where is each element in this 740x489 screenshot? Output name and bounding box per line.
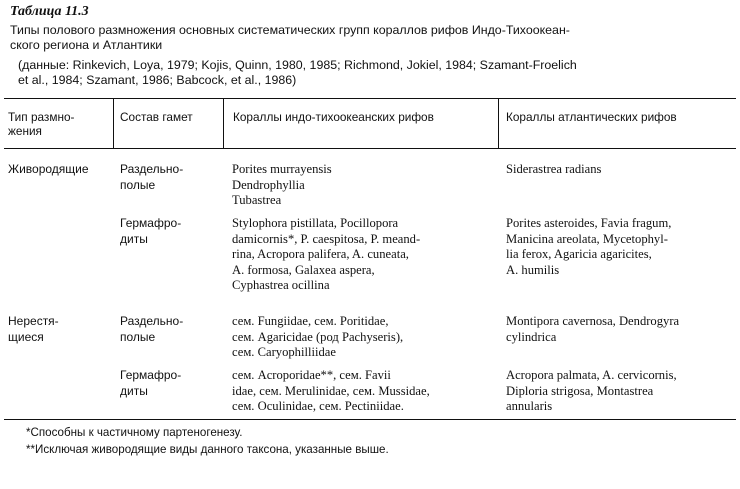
header-type-line: жения — [8, 124, 42, 138]
cell-atlantic: Acropora palmata, A. cervicornis, Diploria strigosa, Montastrea annularis — [506, 368, 677, 414]
cell-gametes: Раздельно- полые — [120, 162, 184, 192]
cell-indo: Porites murrayensis Dendrophyllia Tubastrea — [232, 162, 332, 208]
footnote: **Исключая живородящие виды данного таксона, указанные выше. — [26, 443, 389, 456]
cell-type: Нерестя- щиеся — [8, 314, 59, 344]
header-divider — [113, 99, 114, 148]
title-line: Типы полового размножения основных систематических групп кораллов рифов Индо-Тихоокеан- — [10, 23, 570, 37]
cell-gametes: Гермафро- диты — [120, 368, 182, 398]
cell-indo: сем. Fungiidae, сем. Poritidae, сем. Agaricidae (род Pachyseris), сем. Caryophilliidae — [232, 314, 404, 360]
sources-line: et al., 1984; Szamant, 1986; Babcock, et al., 1986) — [18, 73, 297, 87]
cell-gametes: Гермафро- диты — [120, 216, 182, 246]
header-bottom-rule — [4, 148, 736, 149]
cell-atlantic: Siderastrea radians — [506, 162, 602, 176]
title-line: ского региона и Атлантики — [10, 38, 163, 52]
header-divider — [223, 99, 224, 148]
cell-gametes: Раздельно- полые — [120, 314, 184, 344]
footnote: *Способны к частичному партеногенезу. — [26, 426, 243, 439]
header-type — [8, 110, 74, 138]
header-atlantic: Кораллы атлантических рифов — [506, 110, 677, 124]
table-title — [10, 23, 730, 53]
header-gametes: Состав гамет — [120, 110, 193, 124]
table-sources — [18, 58, 733, 88]
table-caption: Таблица 11.3 — [10, 4, 89, 19]
cell-atlantic: Montipora cavernosa, Dendrogyra cylindrica — [506, 314, 680, 344]
header-indo-pacific: Кораллы индо-тихоокеанских рифов — [233, 110, 434, 124]
header-type-line: Тип размно- — [8, 110, 75, 124]
cell-indo: сем. Acroporidae**, сем. Favii idae, сем. Merulinidae, сем. Mussidae, сем. Oculinidae, сем. Pectiniidae. — [232, 368, 430, 414]
sources-line: (данные: Rinkevich, Loya, 1979; Kojis, Quinn, 1980, 1985; Richmond, Jokiel, 1984; Szamant-Froelich — [18, 58, 577, 72]
cell-indo: Stylophora pistillata, Pocillopora damicornis*, P. caespitosa, P. meand- rina, Acropora palifera, A. cuneata, A. formosa, Galaxea aspera, Cyphastrea ocillina — [232, 216, 421, 293]
header-divider — [498, 99, 499, 148]
table-bottom-rule — [4, 419, 736, 420]
cell-atlantic: Porites asteroides, Favia fragum, Manicina areolata, Mycetophyl- lia ferox, Agaricia agaricites, A. humilis — [506, 216, 672, 277]
cell-type: Живородящие — [8, 162, 89, 176]
